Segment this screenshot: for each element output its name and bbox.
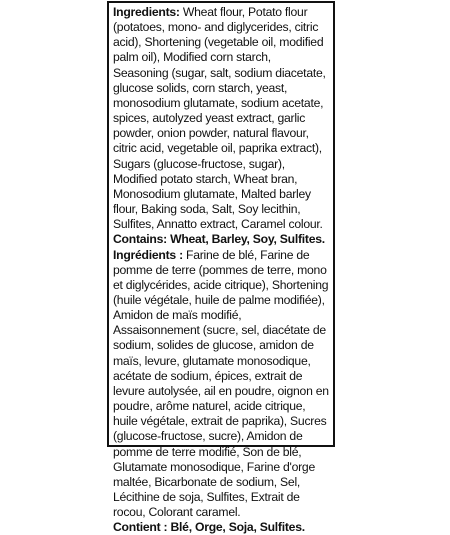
- english-ingredients: [113, 5, 329, 232]
- ingredients-panel: [107, 1, 335, 535]
- english-ingredients-heading: Ingredients:: [113, 5, 180, 19]
- english-ingredients-list: Wheat flour, Potato flour (potatoes, mono- and diglycerides, citric acid), Shortening (vegetable oil, modified palm oil), Modified corn starch, Seasoning (sugar, salt, sodium diacetate, glucose solids, corn starch, yeast, monosodium glutamate, sodium acetate, spices, autolyzed yeast extract, garlic powder, onion powder, natural flavour, citric acid, vegetable oil, paprika extract), Sugars (glucose-fructose, sugar), Modified potato starch, Wheat bran, Monosodium glutamate, Malted barley flour, Baking soda, Salt, Soy lecithin, Sulfites, Annatto extract, Caramel colour.: [113, 5, 326, 232]
- french-ingredients-list: Farine de blé, Farine de pomme de terre (pommes de terre, mono et diglycérides, acide citrique), Shortening (huile végétale, huile de palme modifiée), Amidon de maïs modifié, Assaisonnement (sucre, sel, diacétate de sodium, solides de glucose, amidon de maïs, levure, glutamate monosodique, acétate de sodium, épices, extrait de levure autolysée, ail en poudre, oignon en poudre, arôme naturel, acide citrique, huile végétale, extrait de paprika), Sucres (glucose-fructose, sucre), Amidon de pomme de terre modifié, Son de blé, Glutamate monosodique, Farine d'orge maltée, Bicarbonate de sodium, Sel, Lécithine de soja, Sulfites, Extrait de rocou, Colorant caramel.: [113, 247, 329, 520]
- french-ingredients: [113, 248, 329, 521]
- french-allergen-statement: Contient : Blé, Orge, Soja, Sulfites.: [113, 520, 305, 535]
- english-allergen-statement: Contains: Wheat, Barley, Soy, Sulfites.: [113, 232, 325, 247]
- french-ingredients-heading: Ingrédients :: [113, 247, 183, 262]
